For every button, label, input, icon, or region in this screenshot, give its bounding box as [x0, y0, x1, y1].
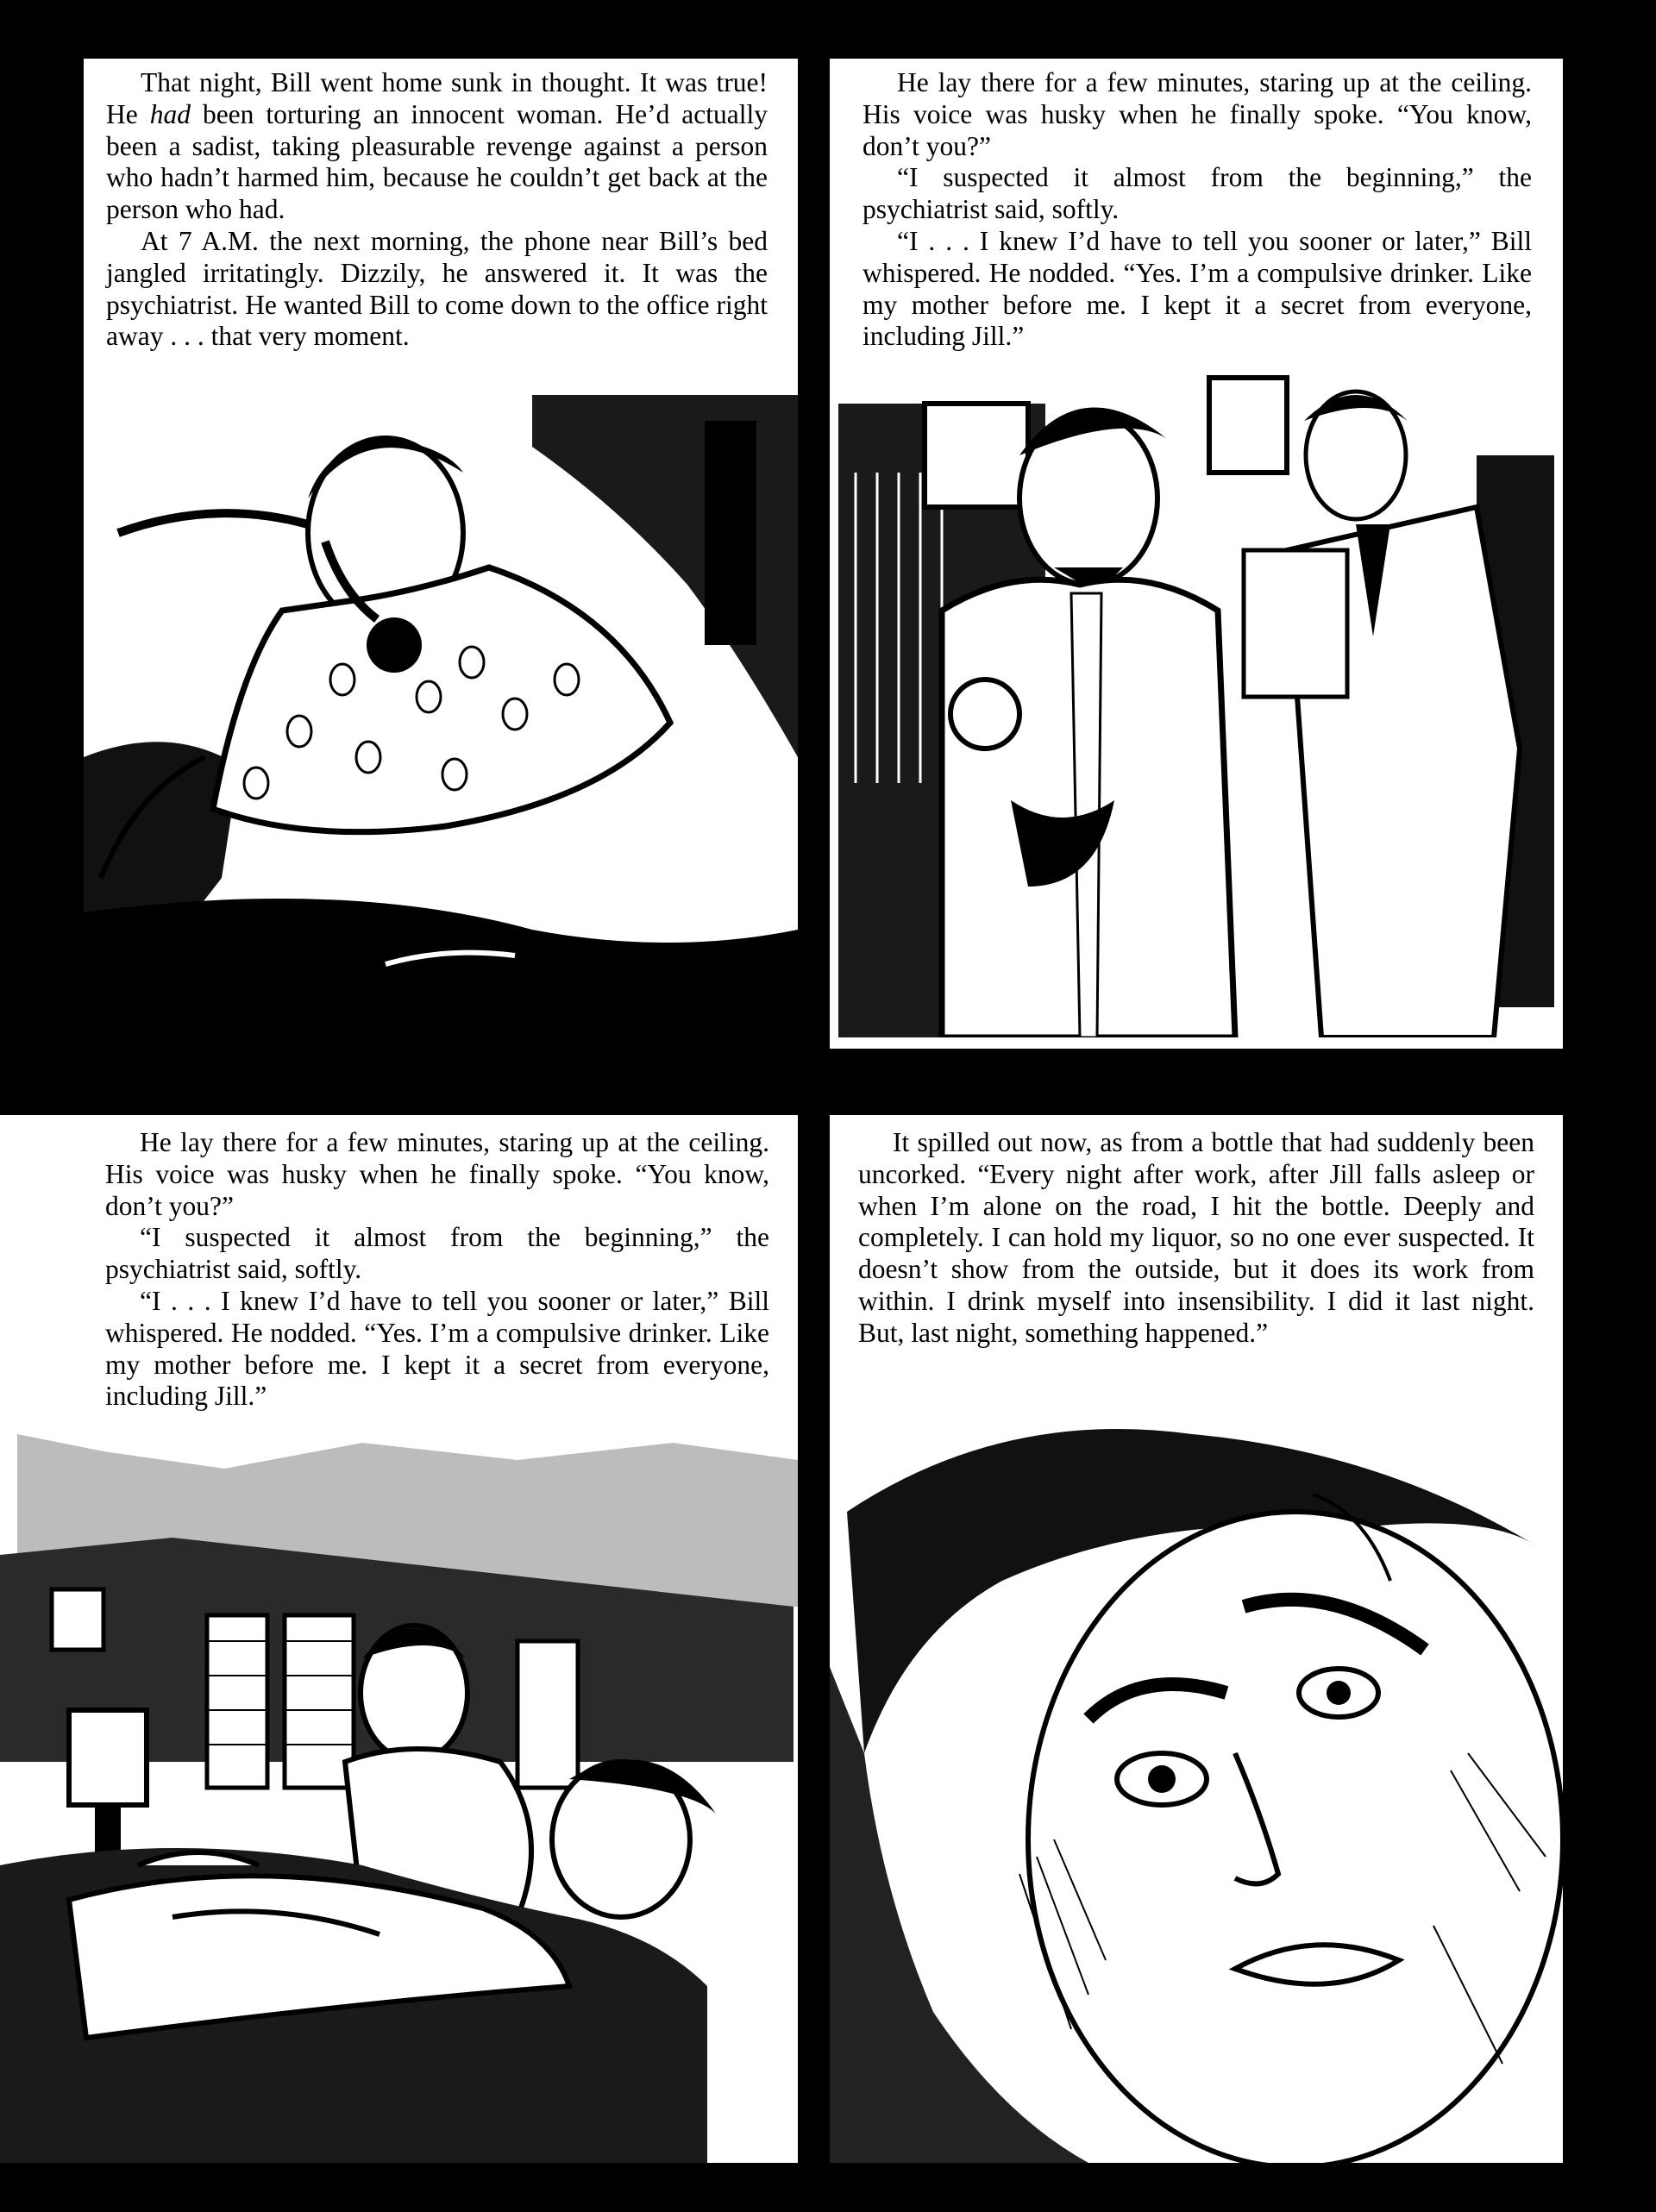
panel-1 [84, 59, 798, 1049]
illustration-tuxedo-man-and-psychiatrist [838, 352, 1554, 1037]
panel-2-caption [862, 67, 1532, 353]
panel-3 [0, 1115, 798, 2163]
illustration-man-on-phone [84, 395, 798, 1049]
caption-paragraph: That night, Bill went home sunk in thought. It was true! He had been torturing an innocent woman. He’d actually been a sadist, taking pleasurable revenge against a person who hadn’t harmed him, because he couldn’t get back at the person who had. [106, 67, 768, 225]
panel-2 [830, 59, 1563, 1049]
caption-paragraph: “I . . . I knew I’d have to tell you sooner or later,” Bill whispered. He nodded. “Yes. I’m a compulsive drinker. Like my mother before me. I kept it a secret from everyone, including Jill.” [862, 225, 1532, 352]
illustration-close-up-face [830, 1408, 1563, 2163]
panel-4-caption [858, 1127, 1534, 1350]
caption-paragraph: It spilled out now, as from a bottle that had suddenly been uncorked. “Every night after work, after Jill falls asleep or when I’m alone on the road, I hit the bottle. Deeply and completely. I can hold my liquor, so no one ever suspected. It doesn’t show from the outside, but it does its work from within. I drink myself into insensibility. I did it last night. But, last night, something happened.” [858, 1127, 1534, 1348]
panel-3-caption [105, 1127, 769, 1413]
caption-paragraph: He lay there for a few minutes, staring up at the ceiling. His voice was husky when he finally spoke. “You know, don’t you?” [862, 67, 1532, 161]
panel-1-caption [106, 67, 768, 353]
illustration-patient-on-couch [0, 1382, 798, 2163]
caption-paragraph: At 7 A.M. the next morning, the phone near Bill’s bed jangled irritatingly. Dizzily, he answered it. It was the psychiatrist. He wanted Bill to come down to the office right away . . . that very moment. [106, 225, 768, 352]
caption-paragraph: He lay there for a few minutes, staring up at the ceiling. His voice was husky when he finally spoke. “You know, don’t you?” [105, 1127, 769, 1221]
panel-4 [830, 1115, 1563, 2163]
caption-paragraph: “I . . . I knew I’d have to tell you sooner or later,” Bill whispered. He nodded. “Yes. I’m a compulsive drinker. Like my mother before me. I kept it a secret from everyone, including Jill.” [105, 1285, 769, 1412]
emphasis-text: had [149, 98, 191, 129]
caption-paragraph: “I suspected it almost from the beginning,” the psychiatrist said, softly. [862, 162, 1532, 225]
caption-paragraph: “I suspected it almost from the beginning,” the psychiatrist said, softly. [105, 1222, 769, 1285]
